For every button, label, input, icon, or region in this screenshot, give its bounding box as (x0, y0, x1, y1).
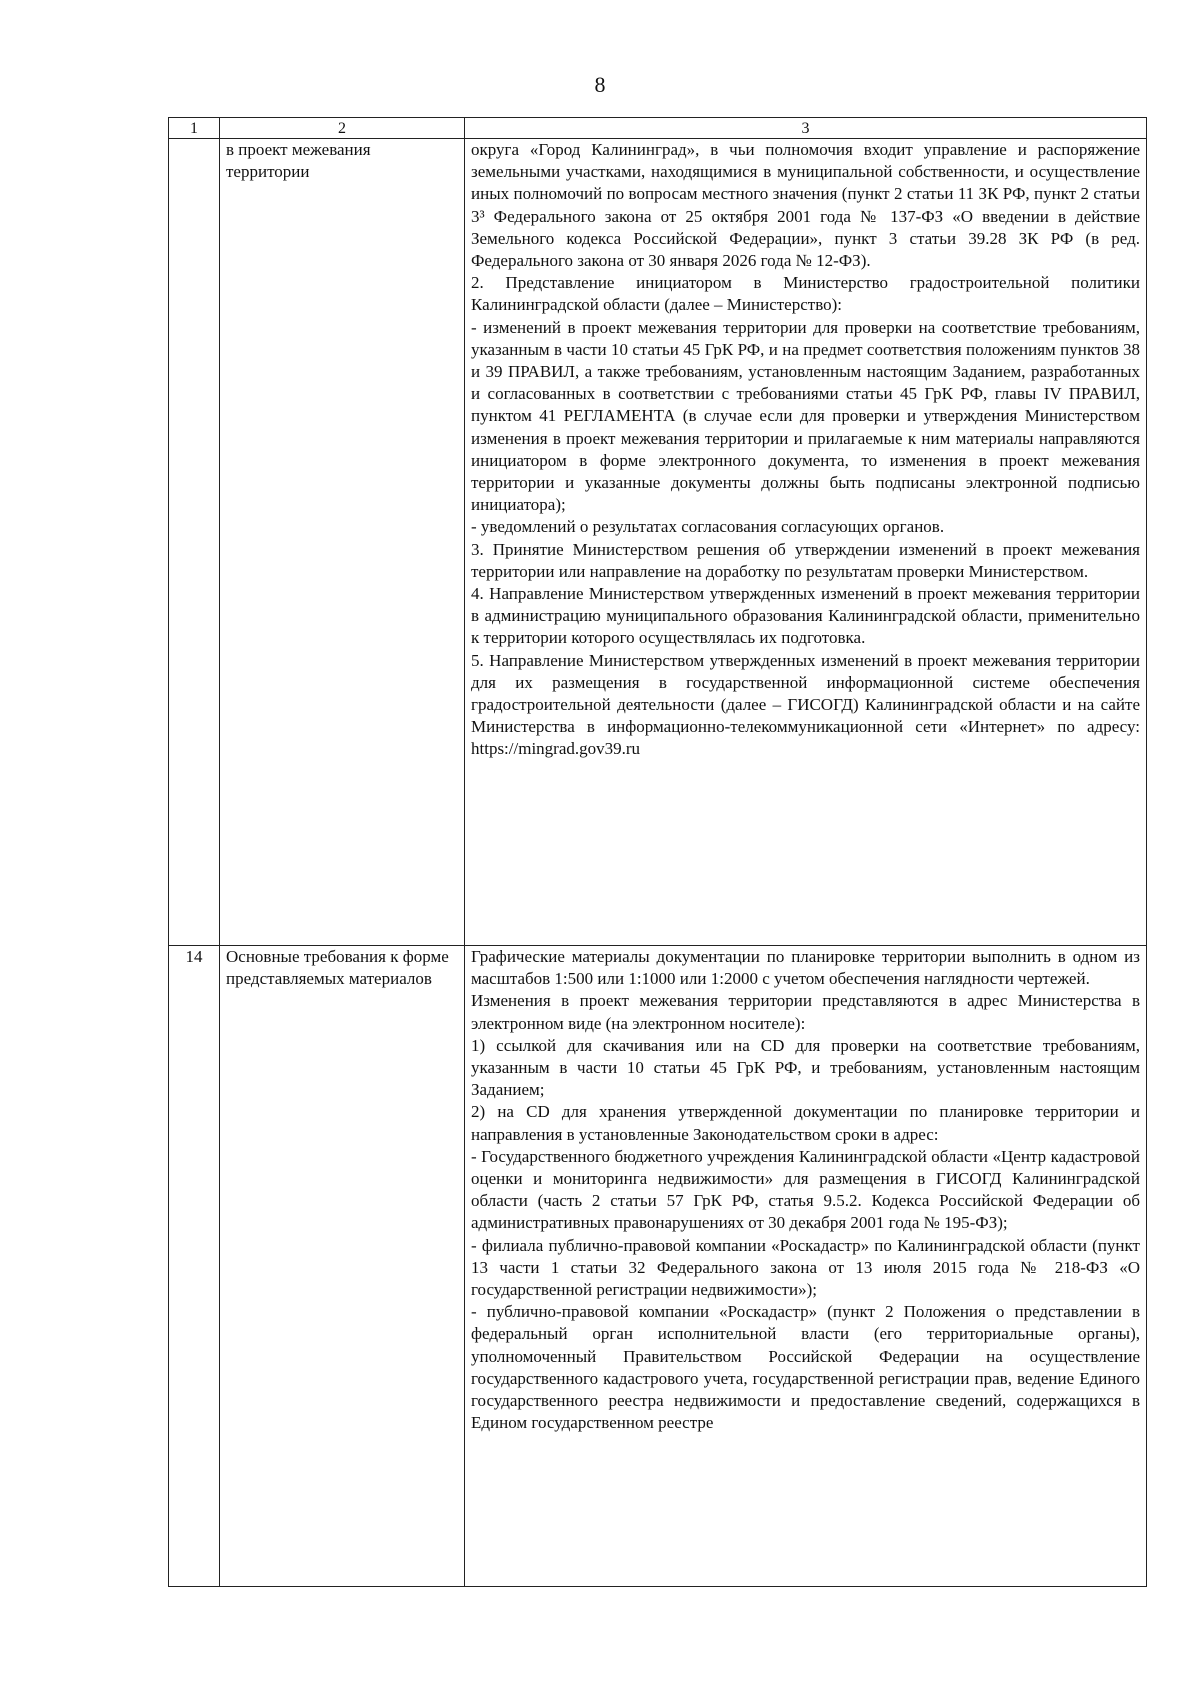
content-paragraph: 3. Принятие Министерством решения об утверждении изменений в проект межевания территории или направление на доработку по результатам проверки Министерством. (471, 539, 1140, 581)
row-number: 14 (169, 946, 220, 1587)
content-paragraph: - филиала публично-правовой компании «Роскадастр» по Калининградской области (пункт 13 части 1 статьи 32 Федерального закона от 13 июля 2015 года № 218-ФЗ «О государственной регистрации недвижимости»); (471, 1235, 1140, 1300)
column-header-1: 1 (169, 118, 220, 139)
content-paragraph: округа «Город Калининград», в чьи полномочия входит управление и распоряжение земельными участками, находящимися в муниципальной собственности, и осуществление иных полномочий по вопросам местного значения (пункт 2 статьи 11 ЗК РФ, пункт 2 статьи 3³ Федерального закона от 25 октября 2001 года № 137-ФЗ «О введении в действие Земельного кодекса Российской Федерации», пункт 3 статьи 39.28 ЗК РФ (в ред. Федерального закона от 30 января 2026 года № 12-ФЗ). (471, 140, 1140, 271)
content-paragraph: 5. Направление Министерством утвержденных изменений в проект межевания территории для их размещения в государственной информационной системе обеспечения градостроительной деятельности (далее – ГИСОГД) Калининградской области и на сайте Министерства в информационно-телекоммуникационной сети «Интернет» по адресу: https://mingrad.gov39.ru (471, 650, 1140, 759)
row-title: в проект межевания территории (220, 139, 465, 946)
content-paragraph: - изменений в проект межевания территории для проверки на соответствие требованиям, указанным в части 10 статьи 45 ГрК РФ, и на предмет соответствия положениям пунктов 38 и 39 ПРАВИЛ, а также требованиям, установленным настоящим Заданием, разработанных и согласованных в соответствии с требованиями статьи 45 ГрК РФ, главы IV ПРАВИЛ, пунктом 41 РЕГЛАМЕНТА (в случае если для проверки и утверждения Министерством изменения в проект межевания территории и прилагаемые к ним материалы направляются инициатором в форме электронного документа, то изменения в проект межевания территории и указанные документы должны быть подписаны электронной подписью инициатора); (471, 317, 1140, 515)
content-paragraph: 4. Направление Министерством утвержденных изменений в проект межевания территории в администрацию муниципального образования Калининградской области, применительно к территории которого осуществлялась их подготовка. (471, 584, 1140, 648)
table-row (169, 946, 1147, 1587)
content-paragraph: 1) ссылкой для скачивания или на CD для проверки на соответствие требованиям, указанным в части 10 статьи 45 ГрК РФ, и требованиям, установленным настоящим Заданием; (471, 1035, 1140, 1100)
content-paragraph: 2) на CD для хранения утвержденной документации по планировке территории и направления в установленные Законодательством сроки в адрес: (471, 1102, 1140, 1144)
content-paragraph: Графические материалы документации по планировке территории выполнить в одном из масштабов 1:500 или 1:1000 или 1:2000 с учетом обеспечения наглядности чертежей. (471, 947, 1140, 989)
table-row (169, 139, 1147, 946)
column-header-3: 3 (465, 118, 1147, 139)
row-content (465, 946, 1147, 1587)
content-paragraph: - публично-правовой компании «Роскадастр» (пункт 2 Положения о представлении в федеральный орган исполнительной власти (его территориальные органы), уполномоченный Правительством Российской Федерации на осуществление государственного кадастрового учета, государственной регистрации прав, ведение Единого государственного реестра недвижимости и предоставление сведений, содержащихся в Едином государственном реестре (471, 1302, 1140, 1433)
row-content (465, 139, 1147, 946)
requirements-table (168, 117, 1147, 1587)
content-paragraph: 2. Представление инициатором в Министерство градостроительной политики Калининградской области (далее – Министерство): (471, 273, 1140, 315)
column-header-2: 2 (220, 118, 465, 139)
page-number: 8 (594, 72, 606, 97)
row-number (169, 139, 220, 946)
content-paragraph: - Государственного бюджетного учреждения Калининградской области «Центр кадастровой оценки и мониторинга недвижимости» для размещения в ГИСОГД Калининградской области (часть 2 статьи 57 ГрК РФ, статья 9.5.2. Кодекса Российской Федерации об административных правонарушениях от 30 декабря 2001 года № 195-ФЗ); (471, 1146, 1140, 1233)
table-header-row (169, 118, 1147, 139)
content-paragraph: Изменения в проект межевания территории представляются в адрес Министерства в электронном виде (на электронном носителе): (471, 991, 1140, 1033)
row-title: Основные требования к форме представляемых материалов (220, 946, 465, 1587)
content-paragraph: - уведомлений о результатах согласования согласующих органов. (471, 517, 945, 537)
